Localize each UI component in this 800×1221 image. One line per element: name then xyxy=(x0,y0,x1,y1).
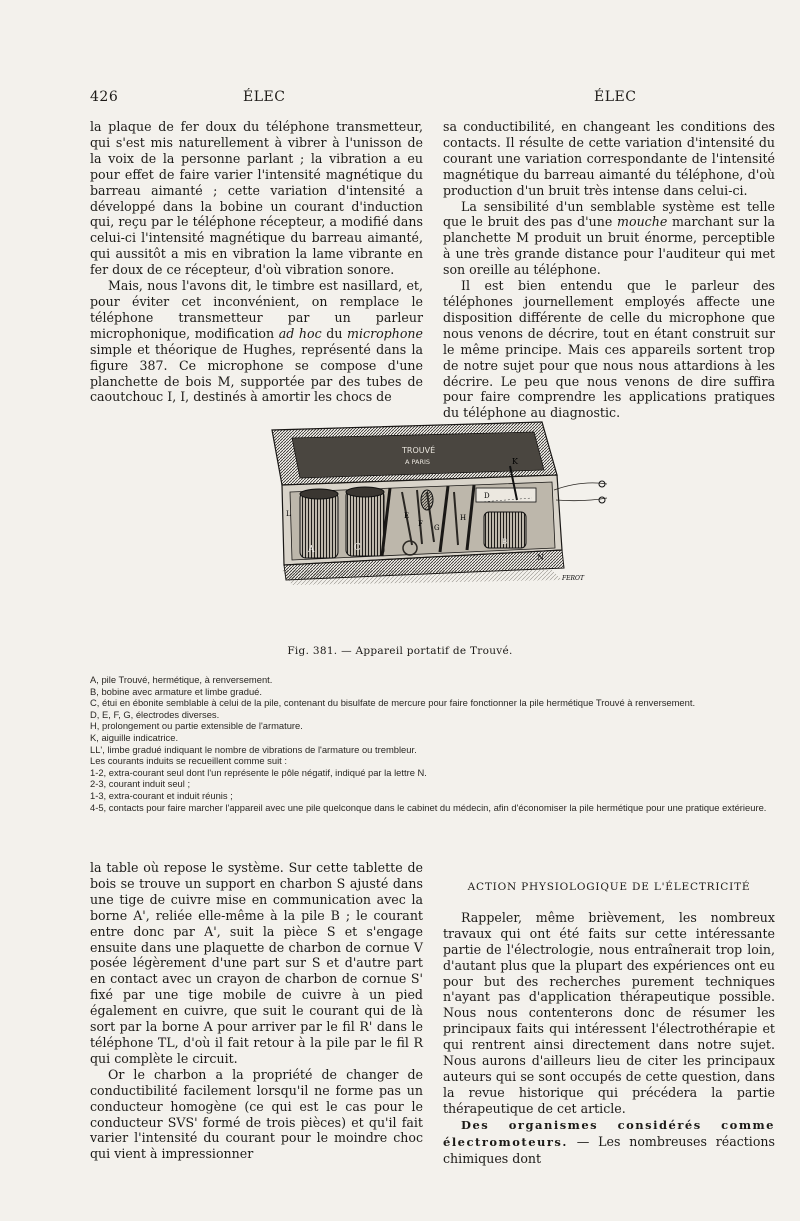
column-bottom-right xyxy=(443,880,775,1166)
lid-inscription-2: A PARIS xyxy=(405,458,431,466)
legend-line: 2-3, courant induit seul ; xyxy=(90,778,191,790)
label-d: D xyxy=(484,492,490,500)
section-title: ACTION PHYSIOLOGIQUE DE L'ÉLECTRICITÉ xyxy=(467,881,751,893)
legend-line: 1-2, extra-courant seul dont l'un représente le pôle négatif, indiqué par la lettre N. xyxy=(90,766,427,778)
figure-legend xyxy=(90,674,790,813)
legend-line: LL', limbe gradué indiquant le nombre de vibrations de l'armature ou trembleur. xyxy=(90,743,417,755)
paragraph: sa conductibilité, en changeant les conditions des contacts. Il résulte de cette variation d'intensité du courant une variation correspondante de l'intensité magnétique du barreau aimanté du téléphone, d'où production d'un bruit très intense dans celui-ci. xyxy=(443,119,775,198)
column-top-right xyxy=(443,119,775,421)
legend-line: K, aiguille indicatrice. xyxy=(90,731,179,743)
paragraph: La sensibilité d'un semblable système est telle que le bruit des pas d'une mouche marchant sur la planchette M produit un bruit énorme, perceptible à une très grande distance pour l'auditeur qui met son oreille au téléphone. xyxy=(443,198,775,278)
figure-caption: Fig. 381. — Appareil portatif de Trouvé. xyxy=(287,645,513,657)
label-k: K xyxy=(512,457,518,466)
paragraph: Rappeler, même brièvement, les nombreux travaux qui ont été faits sur cette intéressante partie de l'électrologie, nous entraînerait trop loin, d'autant plus que la plupart des expériences ont eu pour but des recherches purement techniques n'ayant pas d'application thérapeutique possible. Nous nous contenterons donc de résumer les principaux faits qui intéressent l'électrothérapie et qui rentrent ainsi directement dans notre sujet. Nous aurons d'ailleurs lieu de citer les principaux auteurs qui se sont occupés de cette question, dans la revue historique qui précédera la partie thérapeutique de cet article. xyxy=(443,909,775,1116)
legend-line: D, E, F, G, électrodes diverses. xyxy=(90,708,220,720)
engraver-signature: FEROT xyxy=(562,575,584,582)
label-n: N xyxy=(537,553,544,562)
paragraph: Des organismes considérés comme électromoteurs. — Les nombreuses réactions chimiques dont xyxy=(443,1117,775,1166)
paragraph: Or le charbon a la propriété de changer de conductibilité facilement lorsqu'il ne forme pas un conducteur homogène (ce qui est le cas pour le conducteur SVS' formé de trois pièces) et qu'il fait varier l'intensité du courant pour le moindre choc qui vient à impressionner xyxy=(90,1066,423,1162)
legend-line: Les courants induits se recueillent comme suit : xyxy=(90,755,287,767)
running-title-right: ÉLEC xyxy=(594,89,637,105)
legend-line: A, pile Trouvé, hermétique, à renversement. xyxy=(90,674,273,685)
label-c: C xyxy=(354,543,361,553)
label-e: E xyxy=(404,512,410,520)
label-f: F xyxy=(418,520,423,528)
run-in-heading: Des organismes considérés comme électromoteurs. xyxy=(443,1117,775,1149)
label-g: G xyxy=(434,524,440,532)
lid-inscription-1: TROUVÉ xyxy=(402,446,436,455)
label-l: L xyxy=(286,510,291,518)
legend-line: H, prolongement ou partie extensible de l'armature. xyxy=(90,720,303,732)
column-top-left xyxy=(90,119,423,405)
column-bottom-left xyxy=(90,860,423,1162)
legend-line: B, bobine avec armature et limbe gradué. xyxy=(90,685,262,697)
legend-line: C, étui en ébonite semblable à celui de la pile, contenant du bisulfate de mercure pour faire fonctionner la pile hermétique Trouvé à renversement. xyxy=(90,697,696,709)
trouve-apparatus-engraving xyxy=(262,420,612,595)
legend-line: 4-5, contacts pour faire marcher l'appareil avec une pile quelconque dans le cabinet du médecin, afin d'économiser la pile hermétique pour une pratique extérieure. xyxy=(90,801,767,813)
label-h: H xyxy=(460,514,467,522)
running-title-left: ÉLEC xyxy=(243,89,286,105)
label-b: B xyxy=(502,538,508,546)
page-number: 426 xyxy=(90,89,119,105)
paragraph: la plaque de fer doux du téléphone transmetteur, qui s'est mis naturellement à vibrer à l'unisson de la voix de la personne parlant ; la vibration a eu pour effet de faire varier l'intensité magnétique du barreau aimanté ; cette variation d'intensité a développé dans la bobine un courant d'induction qui, reçu par le téléphone récepteur, a modifié dans celui-ci l'intensité magnétique du barreau aimanté, qui aussitôt a mis en vibration la lame vibrante en fer doux de ce récepteur, d'où vibration sonore. xyxy=(90,119,423,278)
label-a: A xyxy=(308,545,315,555)
paragraph: la table où repose le système. Sur cette tablette de bois se trouve un support en charbon S ajusté dans une tige de cuivre mise en communication avec la borne A', reliée elle-même à la pile B ; le courant entre donc par A', suit la pièce S et s'engage ensuite dans une plaquette de charbon de cornue V posée légèrement d'une part sur S et d'autre part en contact avec un crayon de charbon de cornue S' fixé par une tige mobile de cuivre à un pied également en cuivre, que suit le courant qui de là sort par la borne A pour arriver par le fil R' dans le téléphone TL, d'où il fait retour à la pile par le fil R qui complète le circuit. xyxy=(90,860,423,1066)
legend-line: 1-3, extra-courant et induit réunis ; xyxy=(90,789,233,801)
paragraph: Il est bien entendu que le parleur des téléphones journellement employés affecte une disposition différente de celle du microphone que nous venons de décrire, tout en étant construit sur le même principe. Mais ces appareils sortent trop de notre sujet pour que nous nous attardions à les décrire. Le peu que nous venons de dire suffira pour faire comprendre les applications pratiques du téléphone au diagnostic. xyxy=(443,278,775,421)
paragraph: Mais, nous l'avons dit, le timbre est nasillard, et, pour éviter cet inconvénient, on remplace le téléphone transmetteur par un parleur microphonique, modification ad hoc du microphone simple et théorique de Hughes, représenté dans la figure 387. Ce microphone se compose d'une planchette de bois M, supportée par des tubes de caoutchouc I, I, destinés à amortir les chocs de xyxy=(90,278,423,405)
